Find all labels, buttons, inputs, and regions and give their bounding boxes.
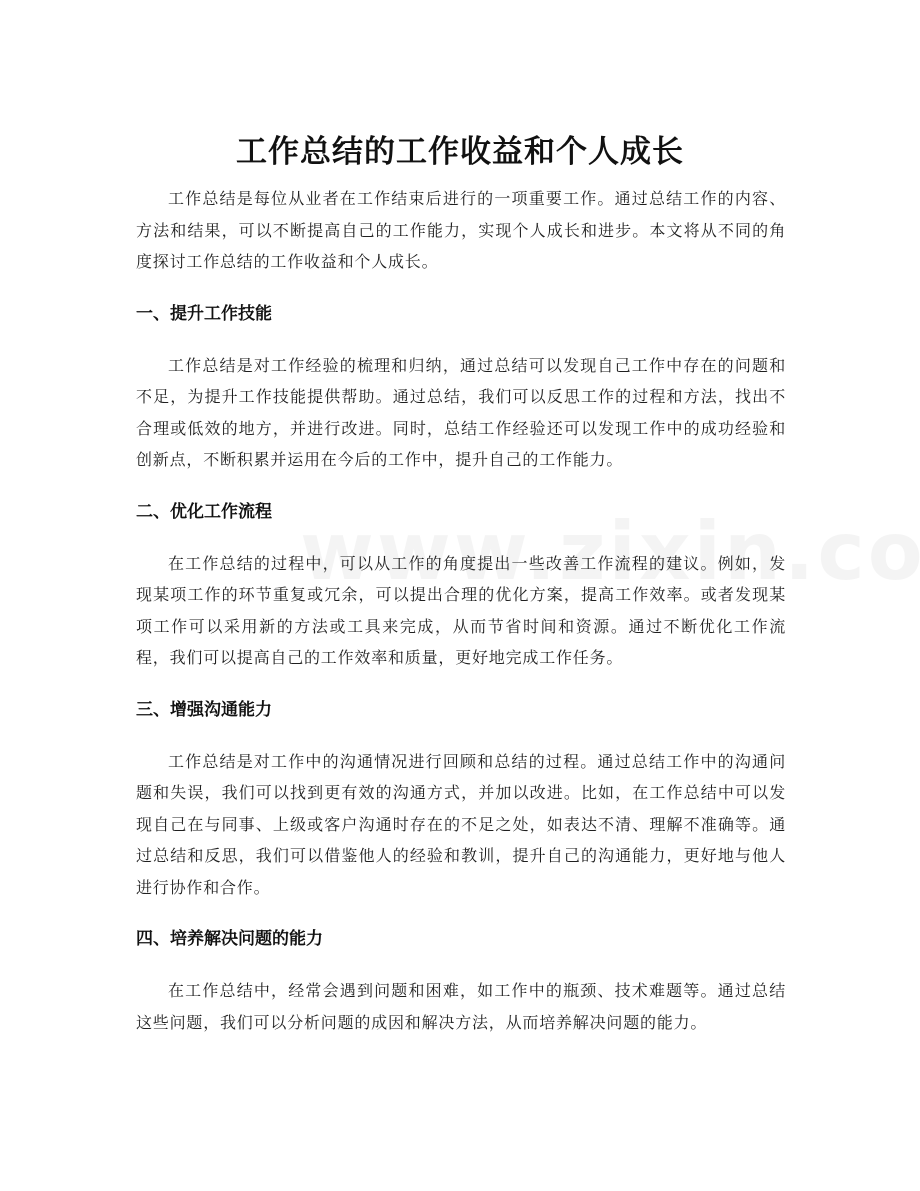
- section-body-skills: 工作总结是对工作经验的梳理和归纳，通过总结可以发现自己工作中存在的问题和不足，为提升工作技能提供帮助。通过总结，我们可以反思工作的过程和方法，找出不合理或低效的地方，并进行改进。同时，总结工作经验还可以发现工作中的成功经验和创新点，不断积累并运用在今后的工作中，提升自己的工作能力。: [136, 355, 786, 469]
- section-heading-skills: 一、提升工作技能: [136, 303, 272, 324]
- section-body-workflow: 在工作总结的过程中，可以从工作的角度提出一些改善工作流程的建议。例如，发现某项工作的环节重复或冗余，可以提出合理的优化方案，提高工作效率。或者发现某项工作可以采用新的方法或工具来完成，从而节省时间和资源。通过不断优化工作流程，我们可以提高自己的工作效率和质量，更好地完成工作任务。: [136, 553, 786, 667]
- section-heading-communication: 三、增强沟通能力: [136, 699, 272, 720]
- section-body-problem-solving: 在工作总结中，经常会遇到问题和困难，如工作中的瓶颈、技术难题等。通过总结这些问题，我们可以分析问题的成因和解决方法，从而培养解决问题的能力。: [136, 981, 786, 1032]
- section-body-communication: 工作总结是对工作中的沟通情况进行回顾和总结的过程。通过总结工作中的沟通问题和失误，我们可以找到更有效的沟通方式，并加以改进。比如，在工作总结中可以发现自己在与同事、上级或客户沟通时存在的不足之处，如表达不清、理解不准确等。通过总结和反思，我们可以借鉴他人的经验和教训，提升自己的沟通能力，更好地与他人进行协作和合作。: [136, 751, 786, 897]
- section-heading-workflow: 二、优化工作流程: [136, 501, 272, 522]
- page-title: 工作总结的工作收益和个人成长: [236, 133, 684, 170]
- intro-paragraph: 工作总结是每位从业者在工作结束后进行的一项重要工作。通过总结工作的内容、方法和结果，可以不断提高自己的工作能力，实现个人成长和进步。本文将从不同的角度探讨工作总结的工作收益和个人成长。: [136, 189, 786, 271]
- section-heading-problem-solving: 四、培养解决问题的能力: [136, 929, 323, 949]
- document-body: [136, 183, 786, 1038]
